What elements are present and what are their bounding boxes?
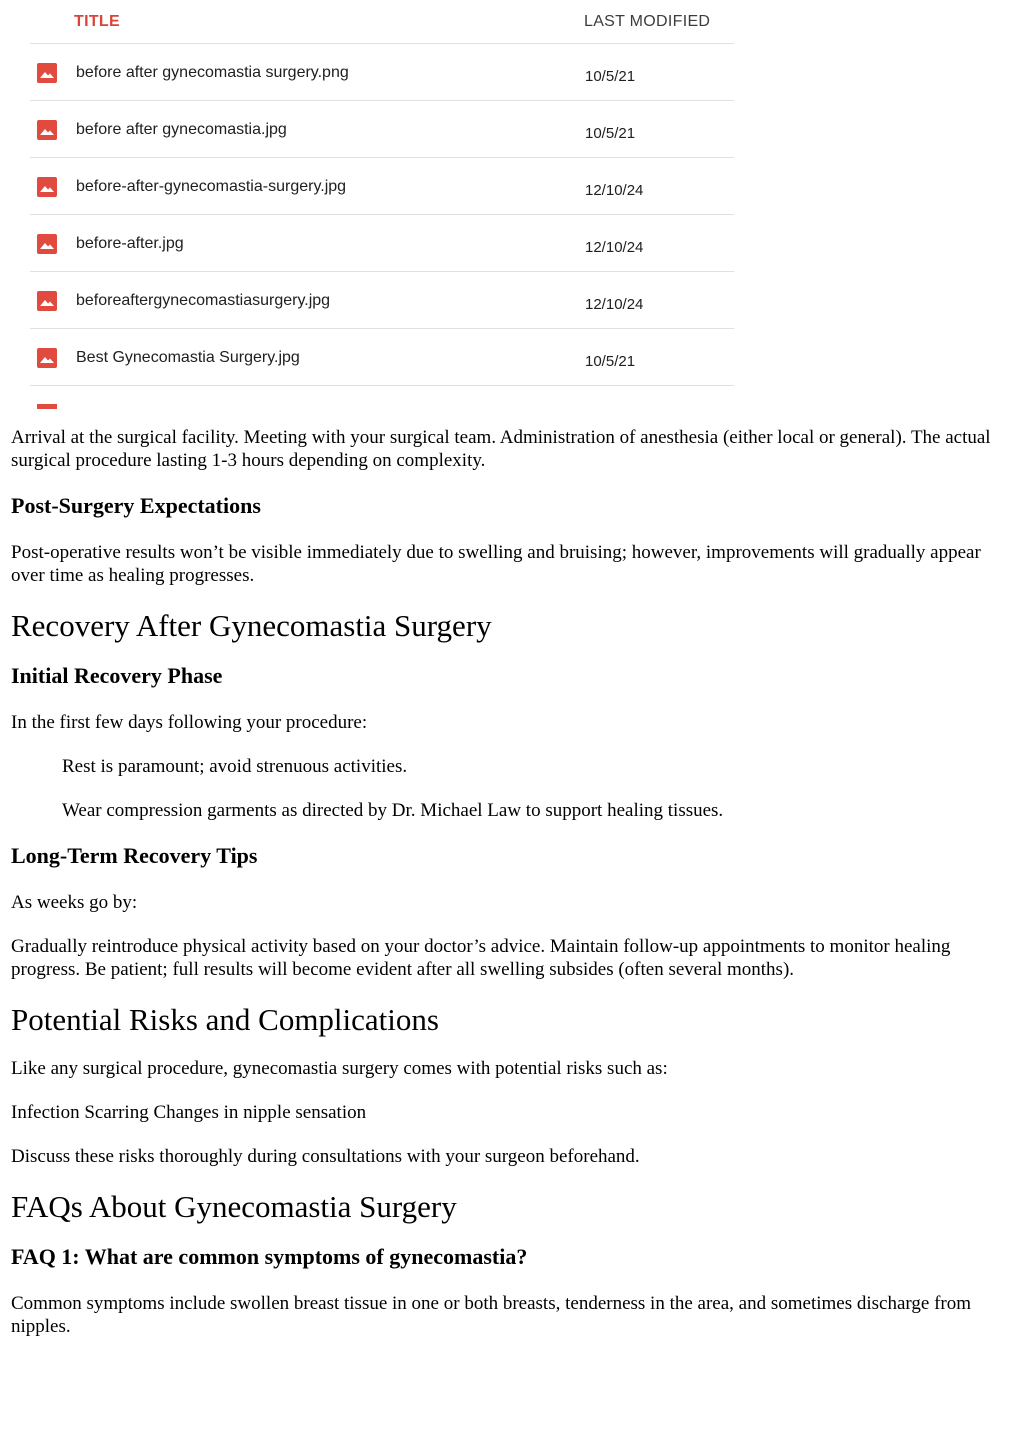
file-modified-date: 10/5/21 [585,125,636,142]
file-row[interactable] [30,215,734,272]
file-name: before after gynecomastia surgery.png [76,64,349,81]
file-modified-date: 12/10/24 [585,296,644,313]
heading-post-surgery-expectations: Post-Surgery Expectations [11,493,261,518]
file-modified-date: 10/5/21 [585,353,636,370]
image-file-icon [37,348,57,368]
file-row[interactable] [30,272,734,329]
file-name: before-after.jpg [76,235,184,252]
file-row[interactable] [30,44,734,101]
list-item-rest: Rest is paramount; avoid strenuous activities. [62,756,408,777]
image-file-icon [37,63,57,83]
heading-long-term-recovery-tips: Long-Term Recovery Tips [11,843,258,868]
image-file-icon [37,404,57,409]
paragraph-post-surgery: Post-operative results won’t be visible immediately due to swelling and bruising; however, improvements will gradually appear over time as healing progresses. [11,542,981,586]
file-name: Best Gynecomastia Surgery.jpg [76,349,300,366]
paragraph-like-any: Like any surgical procedure, gynecomastia surgery comes with potential risks such as: [11,1058,668,1079]
article-body [11,426,1016,1359]
file-name: before-after-gynecomastia-surgery.jpg [76,178,347,195]
heading-potential-risks: Potential Risks and Complications [11,1002,439,1037]
image-file-icon [37,177,57,197]
list-item-compression: Wear compression garments as directed by Dr. Michael Law to support healing tissues. [62,800,724,821]
file-name: beforeaftergynecomastiasurgery.jpg [76,292,331,309]
image-file-icon [37,120,57,140]
paragraph-arrival: Arrival at the surgical facility. Meeting with your surgical team. Administration of anesthesia (either local or general). The actual surgical procedure lasting 1-3 hours depending on complexity. [11,427,991,471]
column-header-last-modified[interactable]: LAST MODIFIED [584,13,711,30]
paragraph-weeks: As weeks go by: [11,892,138,913]
image-file-icon [37,234,57,254]
file-list-table [30,0,734,409]
paragraph-gradually: Gradually reintroduce physical activity based on your doctor’s advice. Maintain follow-up appointments to monitor healing progress. Be patient; full results will become evident after all swelling subsides (often several months). [11,936,951,980]
heading-faqs: FAQs About Gynecomastia Surgery [11,1189,457,1224]
file-modified-date: 12/10/24 [585,182,644,199]
paragraph-discuss: Discuss these risks thoroughly during consultations with your surgeon beforehand. [11,1146,640,1167]
file-row[interactable] [30,158,734,215]
image-file-icon [37,291,57,311]
heading-recovery: Recovery After Gynecomastia Surgery [11,608,492,643]
paragraph-first-days: In the first few days following your procedure: [11,712,368,733]
file-row[interactable] [30,101,734,158]
file-modified-date: 10/5/21 [585,68,636,85]
paragraph-risk-list: Infection Scarring Changes in nipple sensation [11,1102,367,1123]
file-name: before after gynecomastia.jpg [76,121,287,138]
file-row[interactable] [30,329,734,386]
paragraph-faq-1: Common symptoms include swollen breast tissue in one or both breasts, tenderness in the area, and sometimes discharge from nipples. [11,1293,972,1337]
heading-faq-1: FAQ 1: What are common symptoms of gynecomastia? [11,1244,528,1269]
heading-initial-recovery-phase: Initial Recovery Phase [11,663,223,688]
file-list-header [30,0,734,44]
column-header-title[interactable]: TITLE [74,13,120,30]
file-modified-date: 12/10/24 [585,239,644,256]
